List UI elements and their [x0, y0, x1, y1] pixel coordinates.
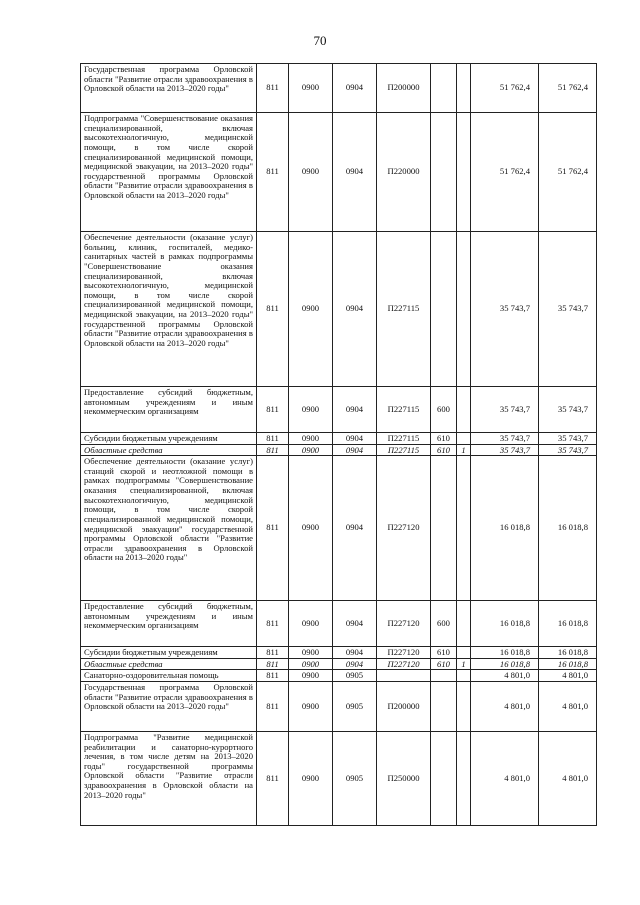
- cell-vr: [431, 456, 457, 601]
- cell-vr: 610: [431, 658, 457, 670]
- cell-csr: П227115: [377, 444, 431, 456]
- cell-vr: [431, 64, 457, 113]
- row-name: Предоставление субсидий бюджетным, автономным учреждениям и иным некоммерческим организациям: [81, 601, 257, 647]
- cell-sum2: 35 743,7: [539, 387, 597, 433]
- cell-csr: П220000: [377, 113, 431, 232]
- cell-ved: 811: [257, 731, 289, 825]
- cell-ved: 811: [257, 601, 289, 647]
- cell-sum2: 35 743,7: [539, 232, 597, 387]
- cell-source: [457, 64, 471, 113]
- cell-csr: П227120: [377, 658, 431, 670]
- cell-csr: П227120: [377, 456, 431, 601]
- cell-sum2: 4 801,0: [539, 681, 597, 731]
- budget-table: [80, 63, 597, 826]
- cell-vr: 610: [431, 444, 457, 456]
- cell-source: [457, 113, 471, 232]
- cell-source: 1: [457, 444, 471, 456]
- cell-sum1: 35 743,7: [471, 433, 539, 445]
- cell-vr: 600: [431, 387, 457, 433]
- cell-ved: 811: [257, 444, 289, 456]
- row-name: Субсидии бюджетным учреждениям: [81, 433, 257, 445]
- cell-rz: 0900: [289, 681, 333, 731]
- cell-rz: 0900: [289, 731, 333, 825]
- table-row: [81, 444, 597, 456]
- cell-pr: 0904: [333, 647, 377, 659]
- cell-rz: 0900: [289, 232, 333, 387]
- cell-sum1: 16 018,8: [471, 456, 539, 601]
- table-row: [81, 387, 597, 433]
- cell-vr: 610: [431, 647, 457, 659]
- cell-ved: 811: [257, 670, 289, 682]
- cell-source: [457, 232, 471, 387]
- cell-sum1: 4 801,0: [471, 731, 539, 825]
- row-name: Государственная программа Орловской области "Развитие отрасли здравоохранения в Орловской области на 2013–2020 годы": [81, 681, 257, 731]
- cell-ved: 811: [257, 232, 289, 387]
- cell-source: [457, 433, 471, 445]
- cell-rz: 0900: [289, 647, 333, 659]
- cell-sum2: 51 762,4: [539, 113, 597, 232]
- cell-source: [457, 456, 471, 601]
- cell-rz: 0900: [289, 64, 333, 113]
- cell-vr: [431, 113, 457, 232]
- cell-sum1: 35 743,7: [471, 387, 539, 433]
- cell-vr: 600: [431, 601, 457, 647]
- cell-pr: 0904: [333, 601, 377, 647]
- row-name: Областные средства: [81, 444, 257, 456]
- row-name: Обеспечение деятельности (оказание услуг) больниц, клиник, госпиталей, медико-санитарных частей в рамках подпрограммы "Совершенствование оказания специализированной, включая высокотехнологичную, медицинской помощи, в том числе скорой специализированной медицинской помощи, медицинской эвакуации, на 2013–2020 годы" государственной программы Орловской области "Развитие отрасли здравоохранения в Орловской области на 2013–2020 годы": [81, 232, 257, 387]
- row-name: Подпрограмма "Развитие медицинской реабилитации и санаторно-курортного лечения, в том числе детям на 2013–2020 годы" государственной программы Орловской области "Развитие отрасли здравоохранения в Орловской области на 2013–2020 годы": [81, 731, 257, 825]
- cell-sum1: 51 762,4: [471, 64, 539, 113]
- cell-sum2: 16 018,8: [539, 456, 597, 601]
- cell-sum2: 35 743,7: [539, 433, 597, 445]
- cell-ved: 811: [257, 64, 289, 113]
- cell-source: [457, 731, 471, 825]
- page-number: 70: [313, 33, 327, 48]
- cell-rz: 0900: [289, 601, 333, 647]
- cell-ved: 811: [257, 658, 289, 670]
- table-row: [81, 64, 597, 113]
- cell-rz: 0900: [289, 456, 333, 601]
- cell-source: [457, 647, 471, 659]
- row-name: Предоставление субсидий бюджетным, автономным учреждениям и иным некоммерческим организациям: [81, 387, 257, 433]
- cell-vr: [431, 731, 457, 825]
- cell-sum2: 4 801,0: [539, 731, 597, 825]
- cell-source: [457, 601, 471, 647]
- cell-ved: 811: [257, 681, 289, 731]
- cell-source: [457, 681, 471, 731]
- cell-csr: П200000: [377, 681, 431, 731]
- cell-pr: 0905: [333, 681, 377, 731]
- table-row: [81, 731, 597, 825]
- row-name: Санаторно-оздоровительная помощь: [81, 670, 257, 682]
- cell-sum2: 51 762,4: [539, 64, 597, 113]
- cell-csr: П227115: [377, 387, 431, 433]
- cell-ved: 811: [257, 456, 289, 601]
- table-row: [81, 456, 597, 601]
- table-row: [81, 433, 597, 445]
- row-name: Государственная программа Орловской области "Развитие отрасли здравоохранения в Орловской области на 2013–2020 годы": [81, 64, 257, 113]
- cell-ved: 811: [257, 387, 289, 433]
- cell-csr: П227120: [377, 647, 431, 659]
- table-row: [81, 670, 597, 682]
- cell-sum2: 16 018,8: [539, 601, 597, 647]
- cell-pr: 0904: [333, 433, 377, 445]
- cell-sum1: 35 743,7: [471, 444, 539, 456]
- cell-pr: 0904: [333, 444, 377, 456]
- row-name: Областные средства: [81, 658, 257, 670]
- cell-rz: 0900: [289, 387, 333, 433]
- cell-ved: 811: [257, 647, 289, 659]
- cell-source: [457, 670, 471, 682]
- cell-rz: 0900: [289, 444, 333, 456]
- cell-sum1: 4 801,0: [471, 681, 539, 731]
- table-row: [81, 113, 597, 232]
- cell-pr: 0904: [333, 456, 377, 601]
- cell-ved: 811: [257, 113, 289, 232]
- cell-sum1: 35 743,7: [471, 232, 539, 387]
- cell-pr: 0905: [333, 670, 377, 682]
- table-row: [81, 658, 597, 670]
- cell-sum1: 16 018,8: [471, 601, 539, 647]
- table-row: [81, 681, 597, 731]
- cell-vr: 610: [431, 433, 457, 445]
- cell-vr: [431, 681, 457, 731]
- cell-csr: П200000: [377, 64, 431, 113]
- cell-vr: [431, 232, 457, 387]
- cell-sum1: 16 018,8: [471, 658, 539, 670]
- cell-pr: 0904: [333, 658, 377, 670]
- cell-csr: П250000: [377, 731, 431, 825]
- cell-pr: 0904: [333, 113, 377, 232]
- cell-ved: 811: [257, 433, 289, 445]
- cell-sum1: 16 018,8: [471, 647, 539, 659]
- row-name: Подпрограмма "Совершенствование оказания специализированной, включая высокотехнологичную, медицинской помощи, в том числе скорой специализированной медицинской помощи, медицинской эвакуации, на 2013–2020 годы" государственной программы Орловской области "Развитие отрасли здравоохранения в Орловской области на 2013–2020 годы": [81, 113, 257, 232]
- cell-csr: [377, 670, 431, 682]
- cell-sum1: 4 801,0: [471, 670, 539, 682]
- cell-pr: 0904: [333, 64, 377, 113]
- cell-csr: П227120: [377, 601, 431, 647]
- cell-rz: 0900: [289, 670, 333, 682]
- table-row: [81, 232, 597, 387]
- cell-sum1: 51 762,4: [471, 113, 539, 232]
- cell-rz: 0900: [289, 658, 333, 670]
- row-name: Обеспечение деятельности (оказание услуг) станций скорой и неотложной помощи в рамках подпрограммы "Совершенствование оказания специализированной, включая высокотехнологичную, медицинской помощи, в том числе скорой специализированной медицинской помощи, медицинской эвакуации" государственной программы Орловской области "Развитие отрасли здравоохранения в Орловской области на 2013–2020 годы": [81, 456, 257, 601]
- cell-vr: [431, 670, 457, 682]
- cell-csr: П227115: [377, 232, 431, 387]
- table-row: [81, 647, 597, 659]
- cell-pr: 0904: [333, 232, 377, 387]
- row-name: Субсидии бюджетным учреждениям: [81, 647, 257, 659]
- cell-csr: П227115: [377, 433, 431, 445]
- cell-pr: 0905: [333, 731, 377, 825]
- cell-source: [457, 387, 471, 433]
- cell-rz: 0900: [289, 113, 333, 232]
- table-row: [81, 601, 597, 647]
- cell-sum2: 16 018,8: [539, 647, 597, 659]
- cell-sum2: 4 801,0: [539, 670, 597, 682]
- cell-pr: 0904: [333, 387, 377, 433]
- cell-source: 1: [457, 658, 471, 670]
- cell-sum2: 16 018,8: [539, 658, 597, 670]
- cell-sum2: 35 743,7: [539, 444, 597, 456]
- cell-rz: 0900: [289, 433, 333, 445]
